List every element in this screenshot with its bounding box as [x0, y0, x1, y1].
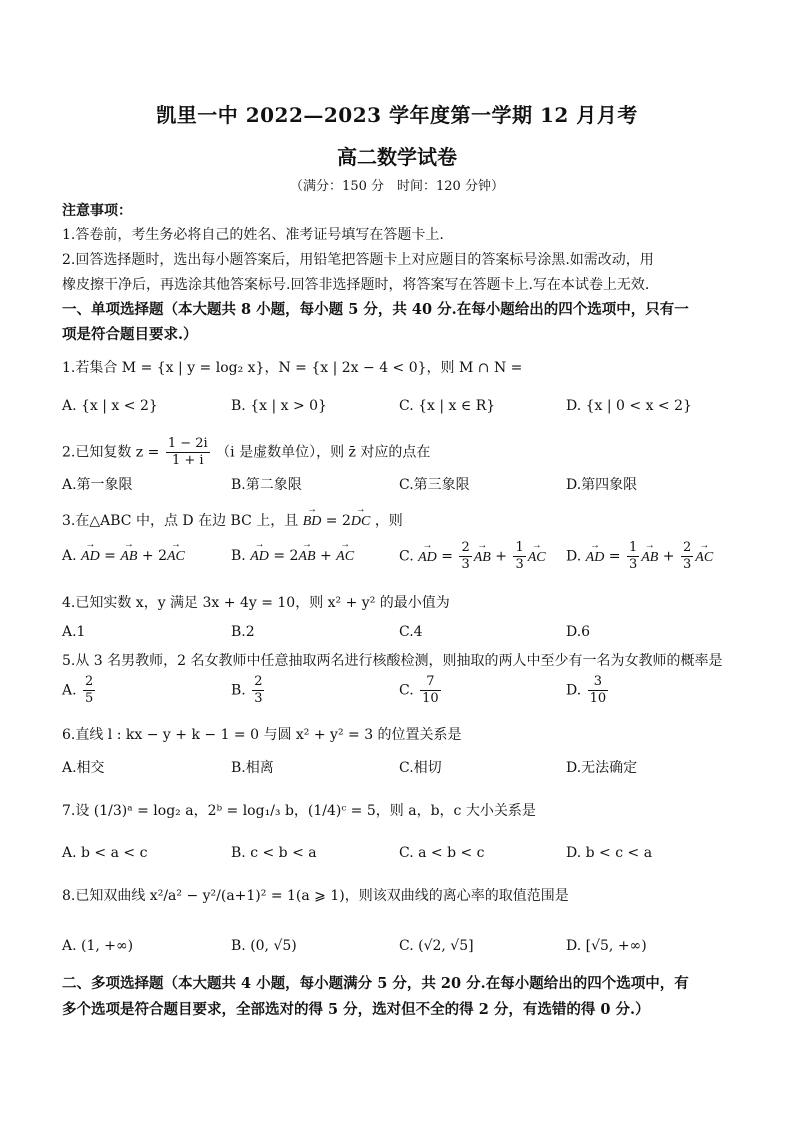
- q1-option-d: D. {x | 0 < x < 2}: [566, 398, 692, 414]
- q3-option-d: D. → AD = $\frac{1}{3}$ → AB + $\frac{2}{3}$ → AC: [566, 540, 713, 573]
- q5-a-den: 5: [85, 691, 94, 706]
- q5-stem: 5.从 3 名男教师，2 名女教师中任意抽取两名进行核酸检测，则抽取的两人中至少有一名为女教师的概率是: [62, 653, 723, 669]
- q8-option-d: D. [√5, +∞): [566, 938, 647, 954]
- q7-option-a: A. b < a < c: [62, 845, 148, 861]
- q7-option-d: D. b < c < a: [566, 845, 653, 861]
- q2-fraction-denominator: 1 + i: [171, 453, 204, 468]
- q8-option-b: B. (0, √5): [231, 938, 297, 954]
- q6-option-a: A.相交: [62, 760, 105, 776]
- section1-heading-line1: 一、单项选择题（本大题共 8 小题，每小题 5 分，共 40 分.在每小题给出的四个选项中，只有一: [62, 301, 689, 318]
- q5-option-c-label: C.: [399, 682, 414, 699]
- note-1: 1.答卷前，考生务必将自己的姓名、准考证号填写在答题卡上.: [62, 227, 444, 243]
- q1-stem: 1.若集合 M = {x | y = log₂ x}，N = {x | 2x − 4 < 0}，则 M ∩ N =: [62, 360, 523, 376]
- q1-option-c: C. {x | x ∈ R}: [399, 398, 496, 414]
- q4-option-d: D.6: [566, 624, 591, 640]
- exam-title: 凯里一中 2022—2023 学年度第一学期 12 月月考: [156, 103, 638, 127]
- q2-stem-pre: 2.已知复数 z =: [62, 444, 160, 461]
- exam-subtitle: 高二数学试卷: [337, 145, 457, 169]
- q2-fraction-numerator: 1 − 2i: [167, 436, 208, 451]
- section2-heading-line2: 多个选项是符合题目要求，全部选对的得 5 分，选对但不全的得 2 分，有选错的得 0 分.）: [62, 1001, 650, 1018]
- q6-option-b: B.相离: [231, 760, 274, 776]
- exam-meta: （满分：150 分 时间：120 分钟）: [290, 179, 504, 194]
- q3-option-c: C. → AD = $\frac{2}{3}$ → AB + $\frac{1}{3}$ → AC: [399, 540, 546, 573]
- notes-heading: 注意事项：: [62, 203, 132, 219]
- q5-b-num: 2: [254, 674, 263, 689]
- section2-heading-line1: 二、多项选择题（本大题共 4 小题，每小题满分 5 分，共 20 分.在每小题给出的四个选项中，有: [62, 975, 689, 992]
- q5-a-num: 2: [85, 674, 94, 689]
- q2-option-d: D.第四象限: [566, 477, 638, 493]
- q3-option-c-label: C.: [399, 548, 414, 565]
- q2-option-a: A.第一象限: [62, 477, 133, 493]
- q5-option-b: [231, 674, 266, 707]
- q3-option-b-label: B.: [231, 548, 246, 564]
- q4-stem: 4.已知实数 x，y 满足 3x + 4y = 10，则 x² + y² 的最小值为: [62, 595, 450, 611]
- q2-option-c: C.第三象限: [399, 477, 470, 493]
- q7-stem: 7.设 (1/3)ᵃ = log₂ a，2ᵇ = log₁/₃ b，(1/4)ᶜ = 5，则 a，b，c 大小关系是: [62, 803, 536, 819]
- q5-d-den: 10: [589, 691, 607, 706]
- q3-option-a-label: A.: [62, 548, 77, 564]
- q5-b-den: 3: [254, 691, 263, 706]
- q4-option-a: A.1: [62, 624, 86, 640]
- q2-fraction: [166, 436, 210, 469]
- q3-stem-pre: 3.在△ABC 中，点 D 在边 BC 上，且: [62, 513, 299, 529]
- q6-option-c: C.相切: [399, 760, 442, 776]
- q5-option-b-label: B.: [231, 682, 246, 699]
- q4-option-b: B.2: [231, 624, 255, 640]
- q1-option-a: A. {x | x < 2}: [62, 398, 158, 414]
- q2-stem-post: （i 是虚数单位），则 z̄ 对应的点在: [216, 444, 431, 461]
- q4-option-c: C.4: [399, 624, 423, 640]
- q5-c-num: 7: [420, 674, 441, 691]
- q3-stem-post: ，则: [374, 513, 403, 529]
- q8-stem: 8.已知双曲线 x²/a² − y²/(a+1)² = 1(a ⩾ 1)，则该双曲线的离心率的取值范围是: [62, 888, 569, 904]
- q7-option-c: C. a < b < c: [399, 845, 485, 861]
- q5-option-c: [399, 674, 443, 707]
- q5-d-num: 3: [588, 674, 609, 691]
- note-2-line1: 2.回答选择题时，选出每小题答案后，用铅笔把答题卡上对应题目的答案标号涂黑.如需改动，用: [62, 252, 654, 268]
- q6-option-d: D.无法确定: [566, 760, 638, 776]
- q5-option-a: [62, 674, 97, 707]
- q5-c-den: 10: [422, 691, 439, 706]
- q1-option-b: B. {x | x > 0}: [231, 398, 327, 414]
- q3-option-a: A. → AD = → AB + 2→ AC: [62, 548, 185, 565]
- q5-option-a-label: A.: [62, 682, 77, 699]
- note-2-line2: 橡皮擦干净后，再选涂其他答案标号.回答非选择题时，将答案写在答题卡上.写在本试卷上无效.: [62, 277, 650, 293]
- section1-heading-line2: 项是符合题目要求.）: [62, 326, 198, 343]
- q6-stem: 6.直线 l : kx − y + k − 1 = 0 与圆 x² + y² = 3 的位置关系是: [62, 727, 462, 743]
- q3-option-d-label: D.: [566, 548, 582, 565]
- q2-option-b: B.第二象限: [231, 477, 302, 493]
- q7-option-b: B. c < b < a: [231, 845, 317, 861]
- q8-option-a: A. (1, +∞): [62, 938, 134, 954]
- q3-option-b: B. → AD = 2→ AB + → AC: [231, 548, 354, 565]
- q8-option-c: C. (√2, √5]: [399, 938, 474, 954]
- q2-stem: [62, 436, 430, 469]
- q5-option-d: [566, 674, 610, 707]
- q5-option-d-label: D.: [566, 682, 582, 699]
- q3-stem: 3.在△ABC 中，点 D 在边 BC 上，且 → BD = 2→ DC ，则: [62, 510, 403, 530]
